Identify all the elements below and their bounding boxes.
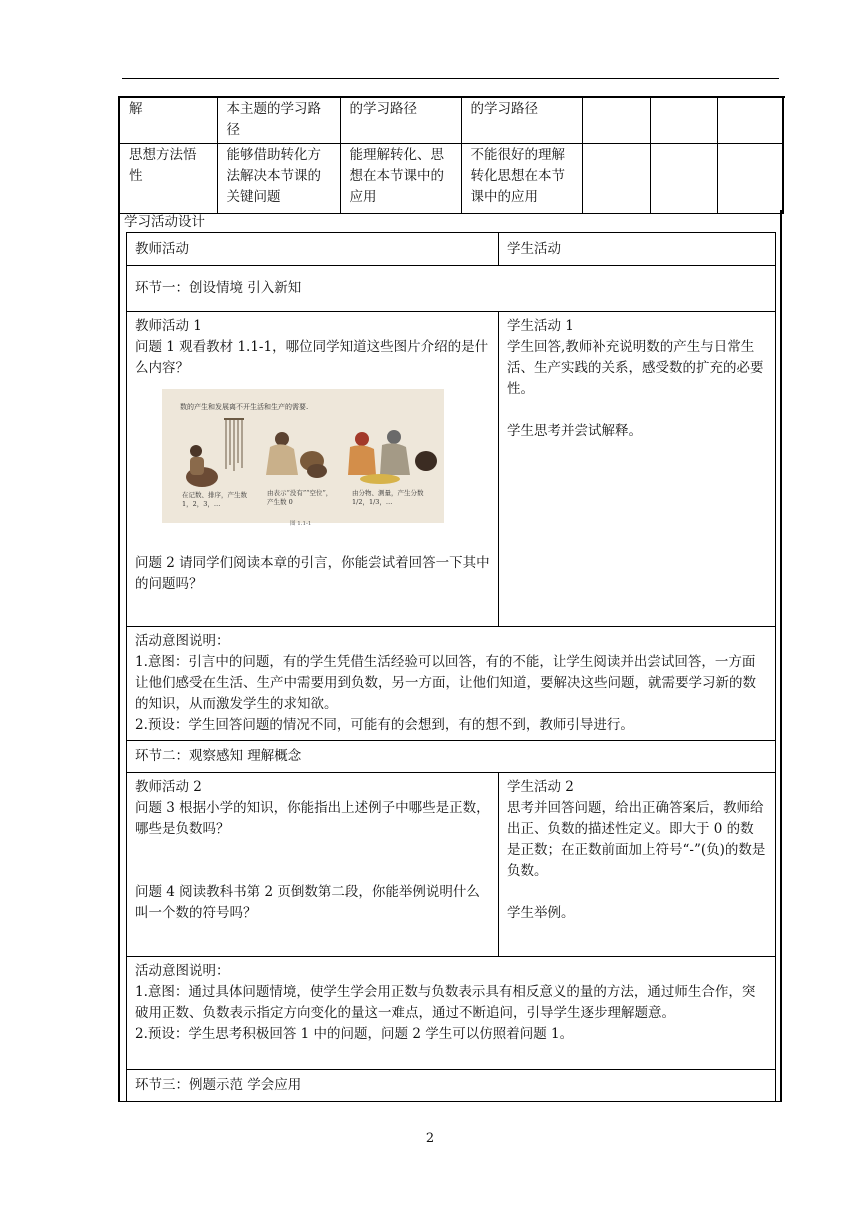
criteria-cell: 解 bbox=[119, 97, 217, 144]
activity-row bbox=[127, 773, 776, 957]
student-response: 学生思考并尝试解释。 bbox=[507, 423, 642, 439]
teacher-header: 教师活动 bbox=[127, 233, 499, 266]
student-response: 思考并回答问题，给出正确答案后，教师给出正、负数的描述性定义。即大于 0 的数是正数；在正数前面加上符号“-”(负)的数是负数。 bbox=[507, 800, 766, 879]
question-2: 问题 2 请同学们阅读本章的引言，你能尝试着回答一下其中的问题吗？ bbox=[135, 555, 490, 592]
question-4: 问题 4 阅读教科书第 2 页倒数第二段，你能举例说明什么叫一个数的符号吗？ bbox=[135, 884, 480, 921]
criteria-row bbox=[119, 144, 783, 214]
teacher-activity-title: 教师活动 1 bbox=[135, 318, 202, 334]
criteria-row bbox=[119, 97, 783, 144]
criteria-cell: 能够借助转化方法解决本节课的关键问题 bbox=[217, 144, 340, 214]
activity-intent-1 bbox=[127, 627, 776, 741]
criteria-cell bbox=[717, 97, 783, 144]
intent-paragraph: 1.意图：引言中的问题，有的学生凭借生活经验可以回答，有的不能，让学生阅读并出尝试回答，一方面让他们感受在生活、生产中需要用到负数，另一方面，让他们知道，要解决这些问题，就需要学习新的数的知识，从而激发学生的求知欲。 bbox=[135, 654, 756, 712]
illustration-caption-1: 在记数、排序，产生数 1，2，3，… bbox=[182, 491, 247, 508]
illustration-caption-2: 由表示“没有”“空位”，产生数 0 bbox=[267, 489, 333, 506]
stage-row bbox=[127, 741, 776, 773]
header-row bbox=[127, 233, 776, 266]
intent-title: 活动意图说明： bbox=[135, 633, 230, 649]
header-rule bbox=[122, 78, 779, 79]
intent-title: 活动意图说明： bbox=[135, 963, 230, 979]
criteria-cell: 不能很好的理解转化思想在本节课中的应用 bbox=[461, 144, 582, 214]
criteria-cell bbox=[717, 144, 783, 214]
design-title: 学习活动设计 bbox=[124, 214, 205, 230]
criteria-cell: 本主题的学习路径 bbox=[217, 97, 340, 144]
intent-paragraph: 2.预设：学生思考积极回答 1 中的问题，问题 2 学生可以仿照着问题 1。 bbox=[135, 1026, 574, 1042]
criteria-cell: 能理解转化、思想在本节课中的应用 bbox=[340, 144, 461, 214]
learning-activity-design bbox=[118, 210, 782, 1102]
criteria-cell bbox=[650, 97, 717, 144]
student-activity-title: 学生活动 1 bbox=[507, 318, 574, 334]
criteria-cell bbox=[582, 97, 650, 144]
intent-row bbox=[127, 627, 776, 741]
student-activity-1 bbox=[499, 312, 776, 627]
criteria-cell: 的学习路径 bbox=[461, 97, 582, 144]
stage-2: 环节二：观察感知 理解概念 bbox=[127, 741, 776, 773]
question-1: 问题 1 观看教材 1.1-1，哪位同学知道这些图片介绍的是什么内容？ bbox=[135, 339, 489, 376]
number-origin-illustration bbox=[162, 389, 444, 527]
criteria-cell bbox=[582, 144, 650, 214]
page-number: 2 bbox=[425, 1131, 435, 1146]
criteria-table bbox=[118, 96, 784, 214]
student-activity-title: 学生活动 2 bbox=[507, 779, 574, 795]
activity-row bbox=[127, 312, 776, 627]
figure-label: 图 1.1-1 bbox=[290, 521, 312, 527]
activity-table bbox=[126, 232, 776, 1102]
activity-intent-2 bbox=[127, 957, 776, 1070]
intent-paragraph: 2.预设：学生回答问题的情况不同，可能有的会想到，有的想不到，教师引导进行。 bbox=[135, 717, 634, 733]
question-3: 问题 3 根据小学的知识，你能指出上述例子中哪些是正数，哪些是负数吗？ bbox=[135, 800, 490, 837]
student-response: 学生举例。 bbox=[507, 905, 575, 921]
illustration-caption-3: 由分物、测量，产生分数 1/2，1/3，… bbox=[352, 489, 424, 506]
intent-paragraph: 1.意图：通过具体问题情境，使学生学会用正数与负数表示具有相反意义的量的方法，通过师生合作，突破用正数、负数表示指定方向变化的量这一难点，通过不断追问，引导学生逐步理解题意。 bbox=[135, 984, 756, 1021]
stage-1: 环节一：创设情境 引入新知 bbox=[127, 266, 776, 312]
student-response: 学生回答,教师补充说明数的产生与日常生活、生产实践的关系，感受数的扩充的必要性。 bbox=[507, 339, 764, 397]
intent-row bbox=[127, 957, 776, 1070]
teacher-activity-1 bbox=[127, 312, 499, 627]
criteria-cell: 的学习路径 bbox=[340, 97, 461, 144]
student-header: 学生活动 bbox=[499, 233, 776, 266]
stage-row bbox=[127, 1070, 776, 1102]
stage-row bbox=[127, 266, 776, 312]
teacher-activity-2 bbox=[127, 773, 499, 957]
criteria-cell bbox=[650, 144, 717, 214]
stage-3: 环节三：例题示范 学会应用 bbox=[127, 1070, 776, 1102]
illustration-caption: 数的产生和发展离不开生活和生产的需要. bbox=[180, 403, 309, 411]
student-activity-2 bbox=[499, 773, 776, 957]
criteria-cell: 思想方法悟性 bbox=[119, 144, 217, 214]
teacher-activity-title: 教师活动 2 bbox=[135, 779, 202, 795]
